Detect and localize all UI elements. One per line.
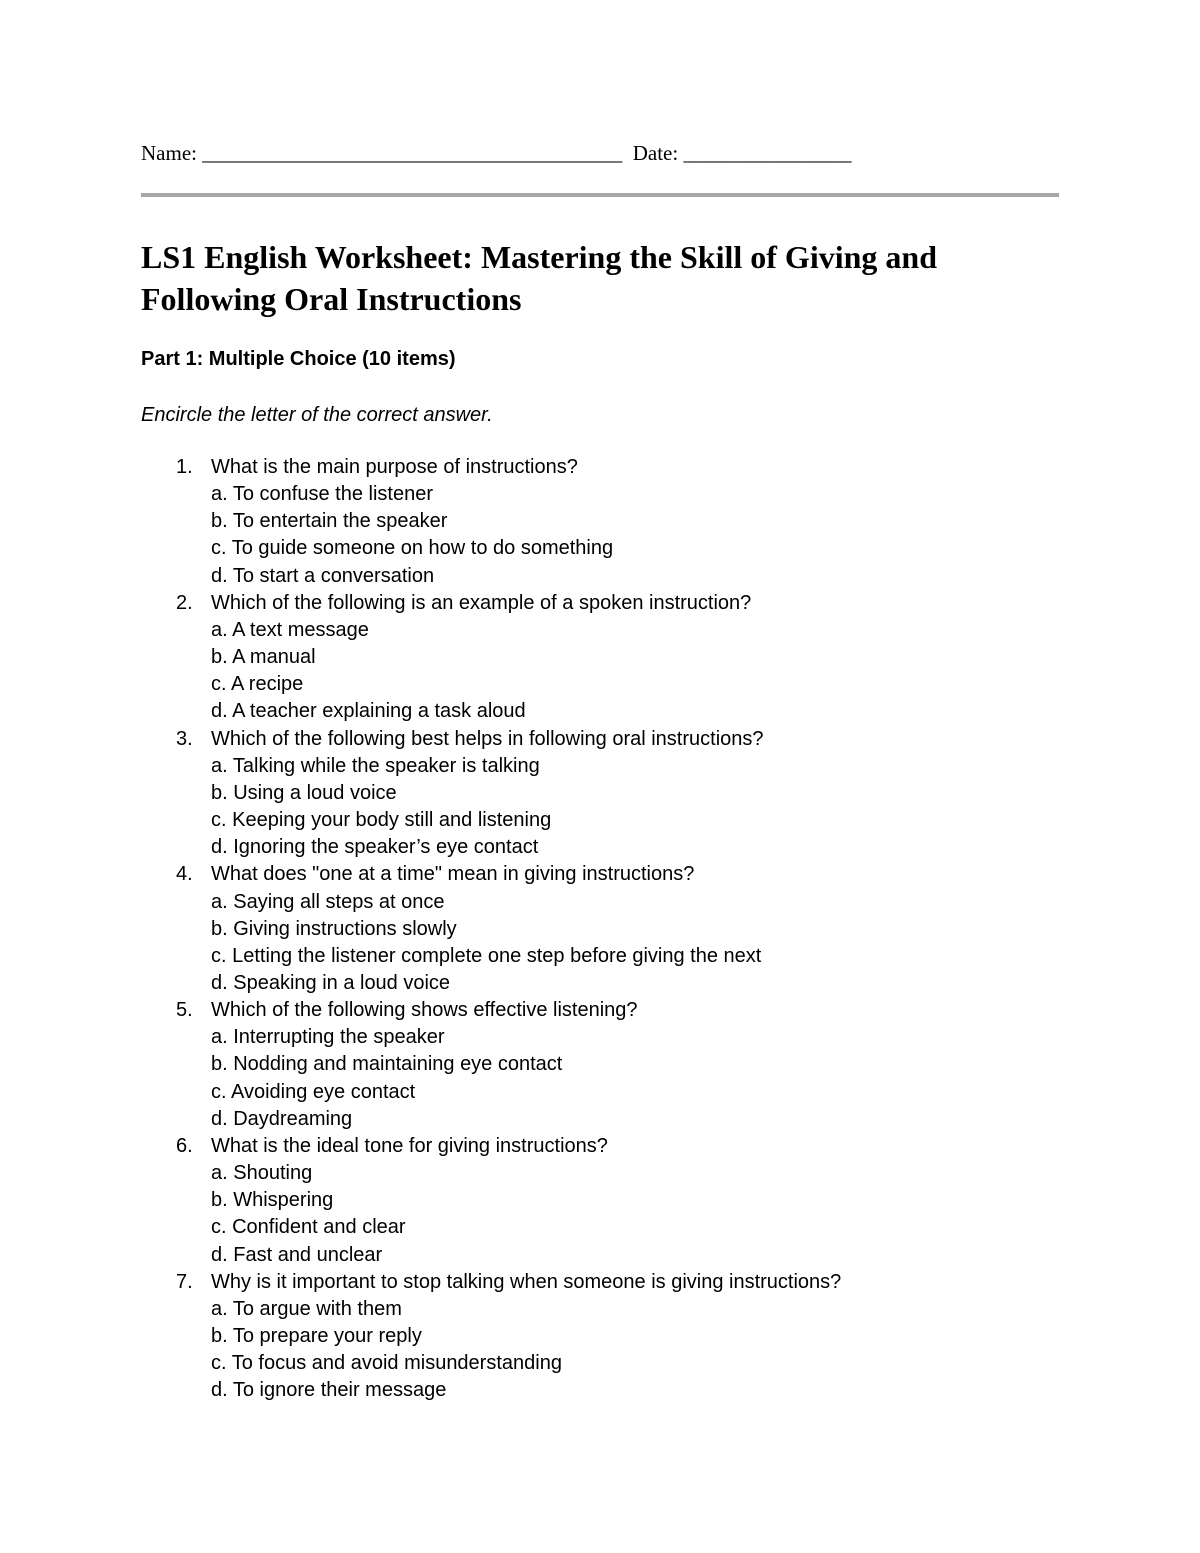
answer-option: d. A teacher explaining a task aloud: [211, 700, 526, 723]
answer-option: c. To guide someone on how to do something: [211, 537, 614, 560]
answer-option: b. To entertain the speaker: [211, 510, 448, 533]
question-item: [0, 1269, 1200, 1405]
question-text: Why is it important to stop talking when someone is giving instructions?: [211, 1270, 842, 1293]
instruction-text: Encircle the letter of the correct answer.: [141, 404, 493, 426]
question-text: Which of the following best helps in following oral instructions?: [211, 727, 764, 750]
question-text: What is the main purpose of instructions?: [211, 456, 578, 478]
answer-option: c. To focus and avoid misunderstanding: [211, 1352, 562, 1375]
answer-option: a. To confuse the listener: [211, 483, 433, 506]
question-item: [0, 454, 1200, 590]
answer-option: b. A manual: [211, 646, 316, 669]
answer-option: d. Daydreaming: [211, 1107, 353, 1130]
question-item: [0, 997, 1200, 1133]
answer-option: d. Ignoring the speaker’s eye contact: [211, 836, 539, 859]
answer-option: a. To argue with them: [211, 1297, 402, 1320]
question-item: [0, 861, 1200, 997]
question-number: 7.: [176, 1270, 193, 1293]
question-number: 5.: [176, 999, 193, 1022]
question-list: [0, 454, 1200, 1404]
question-number: 6.: [176, 1134, 193, 1157]
answer-option: c. A recipe: [211, 673, 304, 696]
name-date-line: Name: ________________________________________ Date: ________________: [141, 141, 852, 165]
answer-option: a. A text message: [211, 618, 369, 641]
question-item: [0, 1133, 1200, 1269]
answer-option: b. Using a loud voice: [211, 781, 397, 804]
answer-option: b. Whispering: [211, 1189, 334, 1212]
answer-option: c. Keeping your body still and listening: [211, 809, 552, 832]
page-title: LS1 English Worksheet: Mastering the Skill of Giving and Following Oral Instructions: [141, 239, 937, 317]
part-heading: Part 1: Multiple Choice (10 items): [141, 348, 456, 370]
question-text: Which of the following shows effective listening?: [211, 999, 638, 1022]
answer-option: c. Letting the listener complete one step before giving the next: [211, 944, 762, 967]
answer-option: d. Speaking in a loud voice: [211, 971, 451, 994]
question-number: 4.: [176, 863, 193, 886]
question-text: What does "one at a time" mean in giving instructions?: [211, 863, 695, 886]
answer-option: c. Avoiding eye contact: [211, 1080, 416, 1103]
answer-option: a. Talking while the speaker is talking: [211, 754, 540, 777]
header-divider: [141, 193, 1059, 197]
answer-option: d. Fast and unclear: [211, 1243, 383, 1266]
answer-option: c. Confident and clear: [211, 1216, 406, 1239]
answer-option: a. Shouting: [211, 1162, 313, 1185]
answer-option: b. Nodding and maintaining eye contact: [211, 1053, 563, 1076]
answer-option: a. Saying all steps at once: [211, 890, 445, 913]
question-text: Which of the following is an example of a spoken instruction?: [211, 591, 752, 614]
answer-option: b. Giving instructions slowly: [211, 917, 457, 940]
answer-option: b. To prepare your reply: [211, 1325, 422, 1347]
answer-option: d. To start a conversation: [211, 564, 435, 587]
answer-option: a. Interrupting the speaker: [211, 1026, 445, 1049]
answer-option: d. To ignore their message: [211, 1379, 447, 1402]
question-number: 1.: [176, 456, 193, 478]
question-number: 2.: [176, 591, 193, 614]
question-item: [0, 590, 1200, 726]
question-text: What is the ideal tone for giving instructions?: [211, 1134, 608, 1157]
question-number: 3.: [176, 727, 193, 750]
question-item: [0, 726, 1200, 862]
